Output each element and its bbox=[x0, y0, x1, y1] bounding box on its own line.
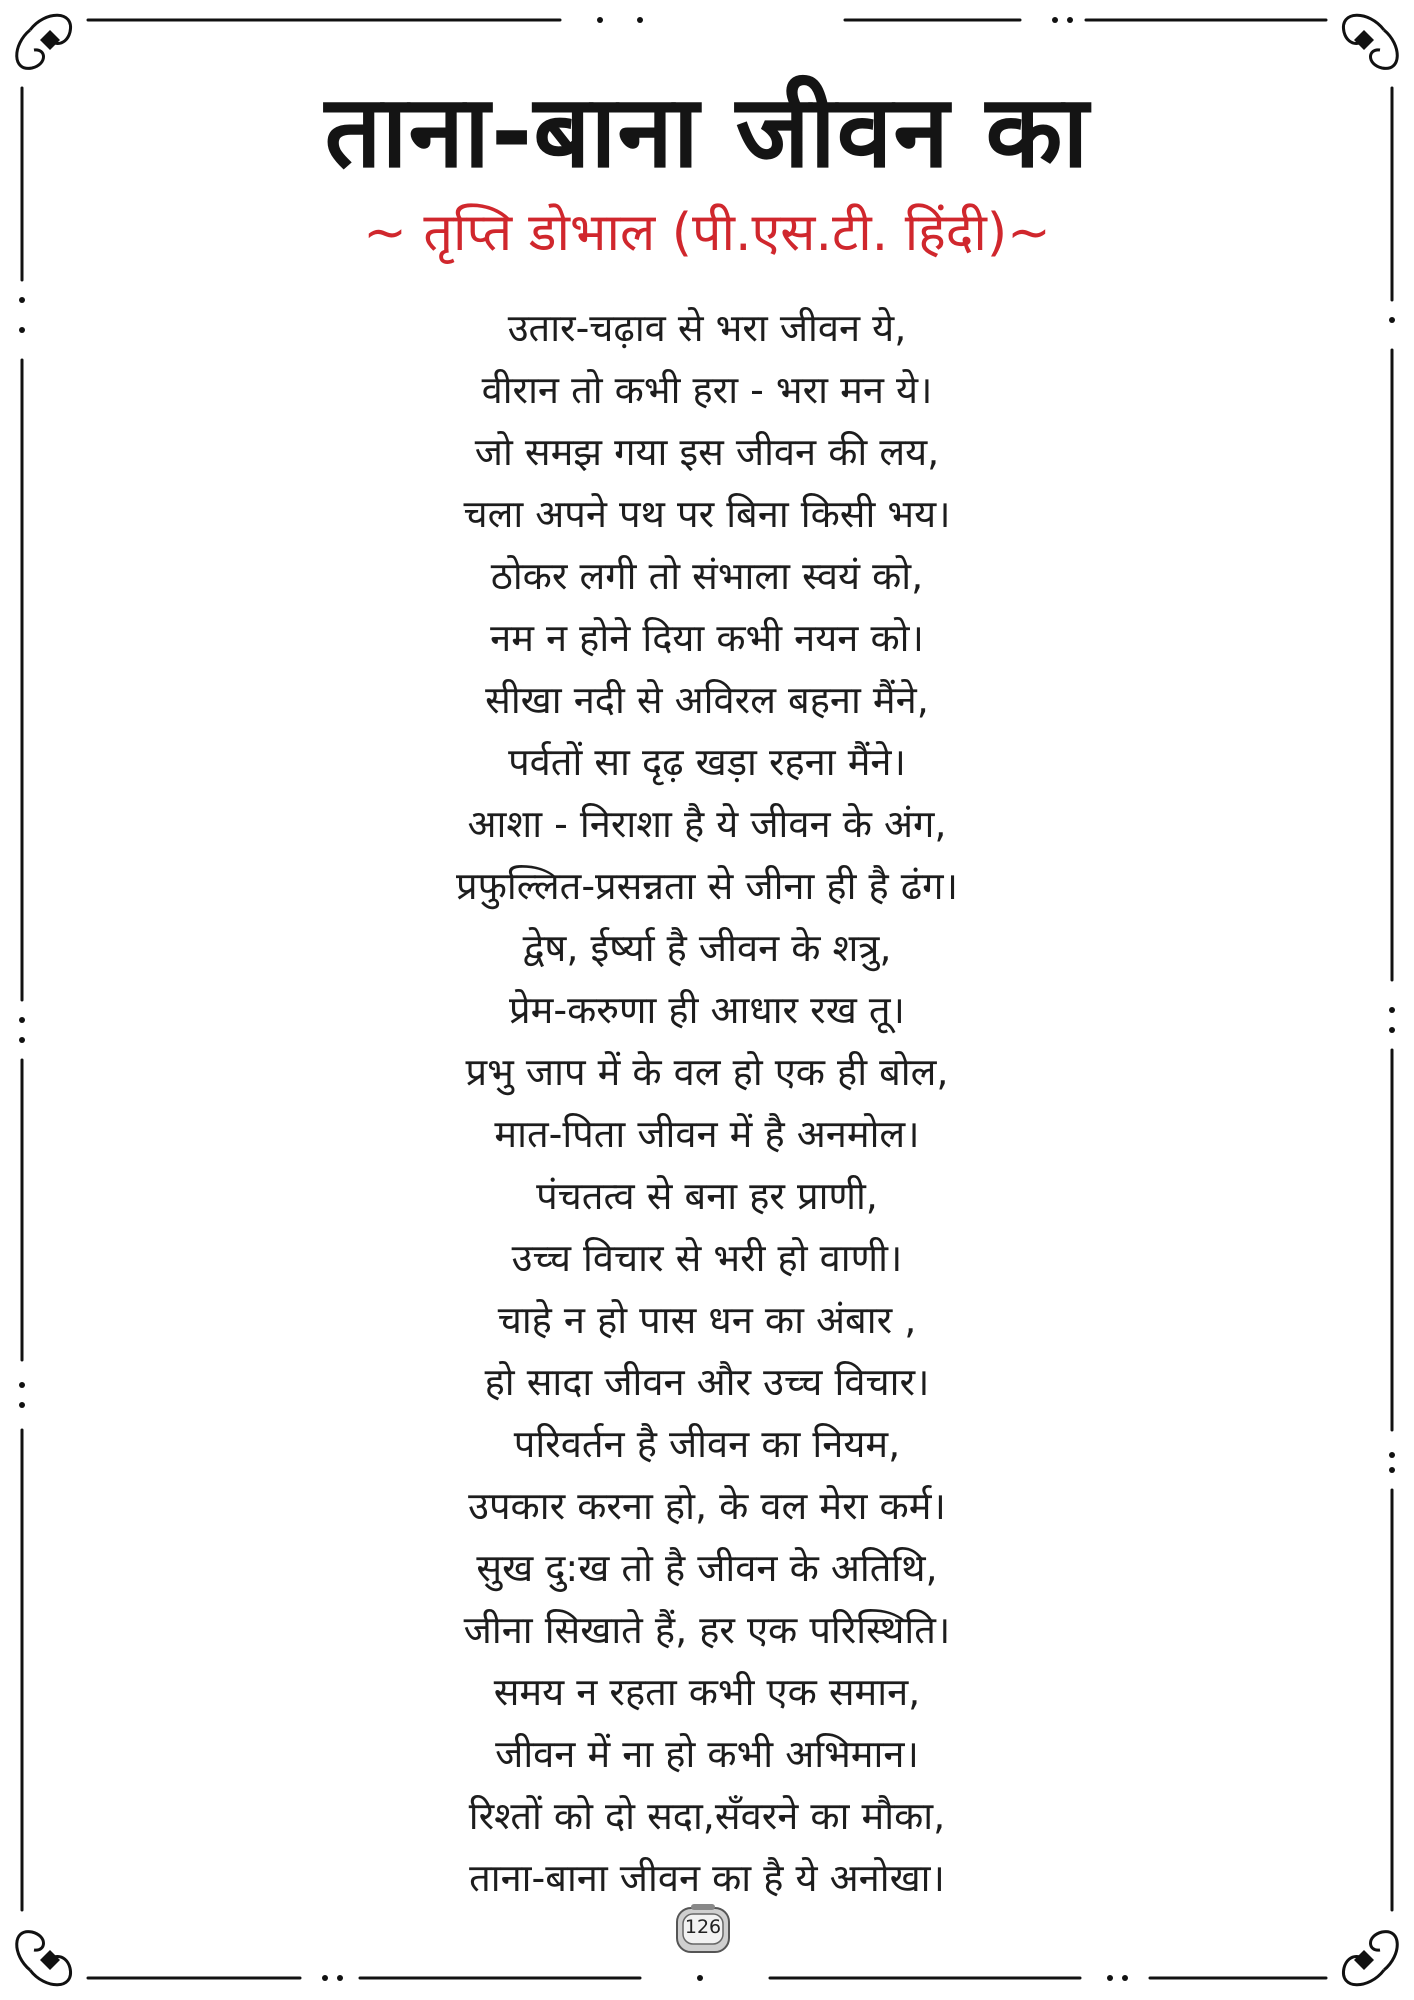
poem-line: द्वेष, ईर्ष्या है जीवन के शत्रु, bbox=[522, 926, 892, 970]
poem-line: उच्च विचार से भरी हो वाणी। bbox=[511, 1236, 903, 1280]
poem-line: चला अपने पथ पर बिना किसी भय। bbox=[463, 492, 951, 536]
poem-line: वीरान तो कभी हरा - भरा मन ये। bbox=[481, 368, 933, 412]
poem-line: पर्वतों सा दृढ़ खड़ा रहना मैंने। bbox=[508, 740, 906, 784]
poem-body bbox=[200, 297, 1214, 1909]
poem-line: ताना-बाना जीवन का है ये अनोखा। bbox=[469, 1856, 945, 1900]
poem-line: पंचतत्व से बना हर प्राणी, bbox=[536, 1174, 878, 1218]
poem-line: जो समझ गया इस जीवन की लय, bbox=[474, 430, 940, 474]
corner-ornament-top-left bbox=[17, 15, 71, 68]
poem-line: जीना सिखाते हैं, हर एक परिस्थिति। bbox=[463, 1608, 951, 1652]
poem-line: प्रभु जाप में के वल हो एक ही बोल, bbox=[465, 1050, 949, 1094]
poem-line: जीवन में ना हो कभी अभिमान। bbox=[495, 1732, 919, 1776]
corner-ornament-bottom-left bbox=[17, 1932, 71, 1985]
poem-line: उतार-चढ़ाव से भरा जीवन ये, bbox=[507, 306, 907, 350]
corner-ornament-top-right bbox=[1343, 15, 1397, 68]
poem-line: चाहे न हो पास धन का अंबार , bbox=[497, 1298, 917, 1342]
poem-line: सीखा नदी से अविरल बहना मैंने, bbox=[485, 678, 929, 722]
poem-line: परिवर्तन है जीवन का नियम, bbox=[513, 1422, 901, 1466]
poem-line: समय न रहता कभी एक समान, bbox=[493, 1670, 921, 1714]
poem-author: ~ तृप्ति डोभाल (पी.एस.टी. हिंदी)~ bbox=[363, 203, 1051, 263]
poem-line: आशा - निराशा है ये जीवन के अंग, bbox=[467, 802, 947, 846]
poem-line: रिश्तों को दो सदा,सँवरने का मौका, bbox=[468, 1794, 946, 1838]
poem-title: ताना-बाना जीवन का bbox=[324, 73, 1090, 190]
poem-line: ठोकर लगी तो संभाला स्वयं को, bbox=[490, 554, 924, 598]
poem-line: हो सादा जीवन और उच्च विचार। bbox=[484, 1360, 930, 1404]
poem-line: नम न होने दिया कभी नयन को। bbox=[490, 616, 924, 660]
page-number: 126 bbox=[684, 1916, 722, 1938]
poem-line: प्रेम-करुणा ही आधार रख तू। bbox=[509, 988, 905, 1032]
poem-line: उपकार करना हो, के वल मेरा कर्म। bbox=[468, 1484, 946, 1528]
corner-ornament-bottom-right bbox=[1343, 1932, 1397, 1985]
poem-line: प्रफुल्लित-प्रसन्नता से जीना ही है ढंग। bbox=[456, 864, 958, 908]
poem-line: सुख दु:ख तो है जीवन के अतिथि, bbox=[476, 1546, 938, 1590]
poem-line: मात-पिता जीवन में है अनमोल। bbox=[494, 1112, 920, 1156]
